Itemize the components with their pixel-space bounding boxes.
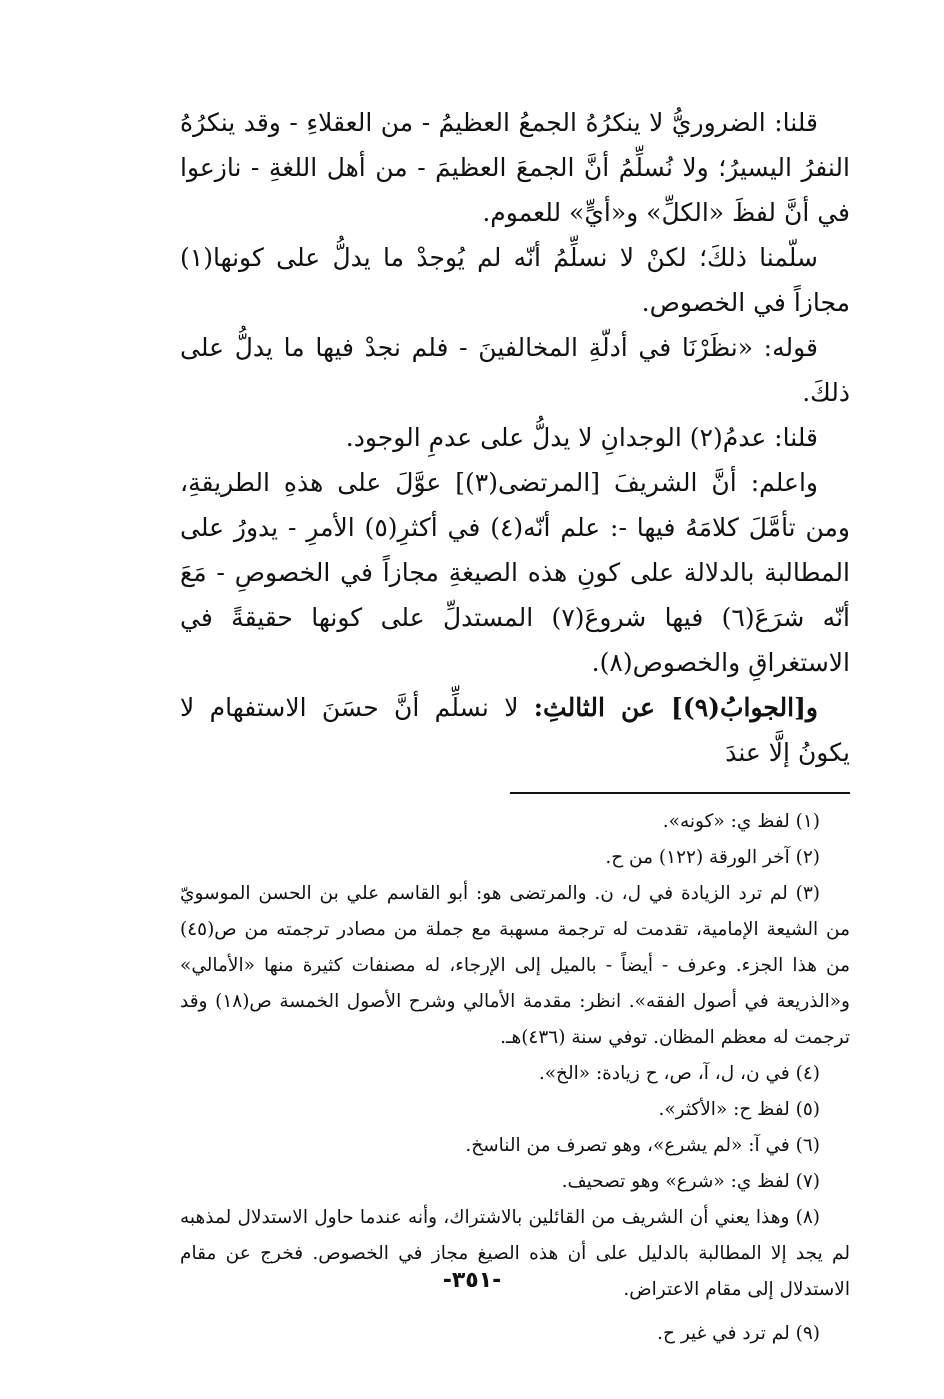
answer-lead: و[الجوابُ(٩)] عن الثالثِ: bbox=[533, 693, 818, 722]
page-number: -٣٥١- bbox=[442, 1268, 502, 1293]
main-text bbox=[180, 100, 850, 775]
main-paragraph-5: واعلم: أنَّ الشريفَ [المرتضى(٣)] عوَّلَ على هذهِ الطريقةِ، ومن تأمَّلَ كلامَهُ فيها -: علم أنّه(٤) في أكثرِ(٥) الأمرِ - يدورُ على المطالبة بالدلالة على كونِ هذه الصيغةِ مجازاً في الخصوصِ - مَعَ أنّه شرَعَ(٦) فيها شروعَ(٧) المستدلِّ على كونها حقيقةً في الاستغراقِ والخصوص(٨). bbox=[180, 468, 850, 677]
main-paragraph-1: قلنا: الضروريُّ لا ينكرُهُ الجمعُ العظيمُ - من العقلاءِ - وقد ينكرُهُ النفرُ اليسيرُ؛ ولا نُسلِّمُ أنَّ الجمعَ العظيمَ - من أهل اللغةِ - نازعوا في أنَّ لفظَ «الكلِّ» و«أيٍّ» للعموم. bbox=[180, 108, 850, 227]
footnote-2: (٢) آخر الورقة (١٢٢) من ح. bbox=[605, 847, 820, 868]
answer-text: لا نسلِّم أنَّ حسَنَ الاستفهام لا يكونُ إلَّا عندَ bbox=[180, 693, 850, 767]
main-paragraph-6 bbox=[180, 685, 850, 775]
footnote-4: (٤) في ن، ل، آ، ص، ح زيادة: «الخ». bbox=[538, 1063, 820, 1084]
footnote-1: (١) لفظ ي: «كونه». bbox=[662, 811, 820, 832]
footnote-divider bbox=[510, 792, 850, 794]
footnote-7: (٧) لفظ ي: «شرع» وهو تصحيف. bbox=[561, 1171, 820, 1192]
footnote-6: (٦) في آ: «لم يشرع»، وهو تصرف من الناسخ. bbox=[465, 1135, 820, 1156]
footnote-9: (٩) لم ترد في غير ح. bbox=[657, 1323, 820, 1344]
page-content bbox=[180, 100, 850, 1352]
main-paragraph-2: سلّمنا ذلكَ؛ لكنْ لا نسلِّمُ أنّه لم يُوجدْ ما يدلُّ على كونها(١) مجازاً في الخصوص. bbox=[180, 243, 850, 317]
main-paragraph-4: قلنا: عدمُ(٢) الوجدانِ لا يدلُّ على عدمِ الوجود. bbox=[345, 423, 818, 452]
main-paragraph-3: قوله: «نظَرْنَا في أدلّةِ المخالفينَ - فلم نجدْ فيها ما يدلُّ على ذلكَ. bbox=[180, 333, 850, 407]
footnote-3: (٣) لم ترد الزيادة في ل، ن. والمرتضى هو: أبو القاسم علي بن الحسن الموسويّ من الشيعة الإمامية، تقدمت له ترجمة مسهبة مع جملة من مصادر ترجمته من ص(٤٥) من هذا الجزء. وعرف - أيضاً - بالميل إلى الإرجاء، له مصنفات كثيرة منها «الأمالي» و«الذريعة في أصول الفقه». انظر: مقدمة الأمالي وشرح الأصول الخمسة ص(١٨) وقد ترجمت له معظم المظان. توفي سنة (٤٣٦)هـ. bbox=[180, 883, 850, 1048]
footnote-8: (٨) وهذا يعني أن الشريف من القائلين بالاشتراك، وأنه عندما حاول الاستدلال لمذهبه لم يجد إلا المطالبة بالدليل على أن هذه الصيغ مجاز في الخصوص. فخرج عن مقام الاستدلال إلى مقام الاعتراض. bbox=[180, 1207, 850, 1300]
footnote-5: (٥) لفظ ح: «الأكثر». bbox=[658, 1099, 820, 1120]
